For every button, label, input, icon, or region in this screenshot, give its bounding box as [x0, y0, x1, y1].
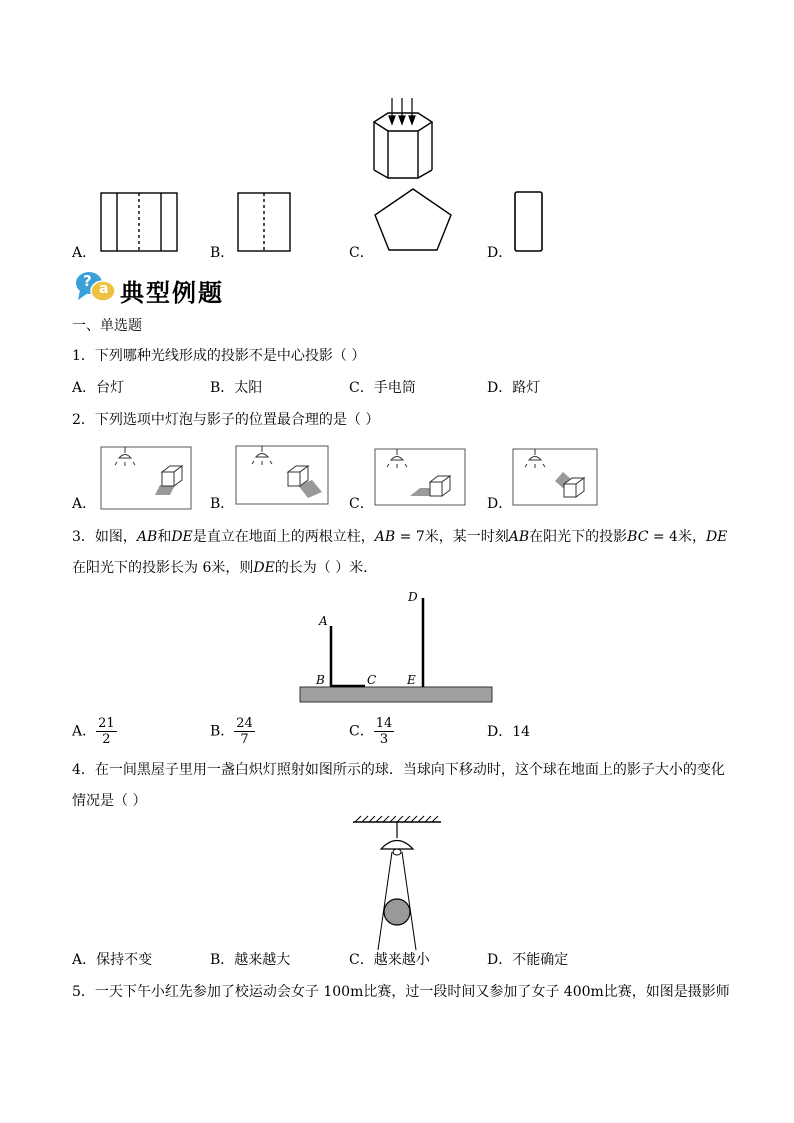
q3-label-c: C	[367, 673, 377, 687]
q1-option-c: C．手电筒	[349, 380, 416, 396]
q4-option-b: B．越来越大	[210, 952, 291, 968]
badge-letter: a	[99, 281, 109, 297]
q4-stem-line1: 4．在一间黑屋子里用一盏白炽灯照射如图所示的球．当球向下移动时，这个球在地面上的影子大小的变化	[72, 762, 725, 778]
q3-stem-line2: 在阳光下的投影长为 6米，则DE的长为（ ）米．	[72, 560, 378, 576]
q4-option-a: A．保持不变	[72, 952, 153, 968]
q3-label-a: A	[319, 614, 328, 628]
top-option-d-label: D．	[487, 245, 513, 261]
q4-stem-line2: 情况是（ ）	[72, 793, 147, 809]
q3-label-d: D	[408, 590, 418, 604]
section-subtitle: 一、单选题	[72, 318, 142, 334]
q3-option-a: A． $\frac{21}{2}$	[72, 716, 115, 747]
top-option-b-label: B．	[210, 245, 235, 261]
q1-option-b: B．太阳	[210, 380, 263, 396]
q4-option-c: C．越来越小	[349, 952, 430, 968]
top-option-c-label: C．	[349, 245, 374, 261]
q2-stem: 2．下列选项中灯泡与影子的位置最合理的是（ ）	[72, 412, 380, 428]
top-option-a-label: A．	[72, 245, 97, 261]
q4-option-d: D．不能确定	[487, 952, 569, 968]
q2-option-d: D．	[487, 496, 513, 512]
q3-option-c: C． $\frac{14}{3}$	[349, 716, 393, 747]
q3-option-b: B． $\frac{24}{7}$	[210, 716, 253, 747]
q2-option-c: C．	[349, 496, 374, 512]
q1-stem: 1．下列哪种光线形成的投影不是中心投影（ ）	[72, 348, 366, 364]
q1-option-d: D．路灯	[487, 380, 541, 396]
section-title: 典型例题	[120, 279, 224, 307]
q3-option-d: D．14	[487, 724, 531, 740]
q2-option-a: A．	[72, 496, 97, 512]
q1-option-a: A．台灯	[72, 380, 125, 396]
q2-option-b: B．	[210, 496, 235, 512]
q5-stem: 5．一天下午小红先参加了校运动会女子 100m比赛，过一段时间又参加了女子 400m比赛，如图是摄影师	[72, 984, 730, 1000]
q3-label-e: E	[407, 673, 416, 687]
q3-label-b: B	[316, 673, 325, 687]
q3-stem-line1: 3．如图，AB和DE是直立在地面上的两根立柱，AB = 7米，某一时刻AB在阳光下的投影BC = 4米，DE	[72, 529, 728, 545]
badge-question-mark: ?	[83, 272, 92, 290]
